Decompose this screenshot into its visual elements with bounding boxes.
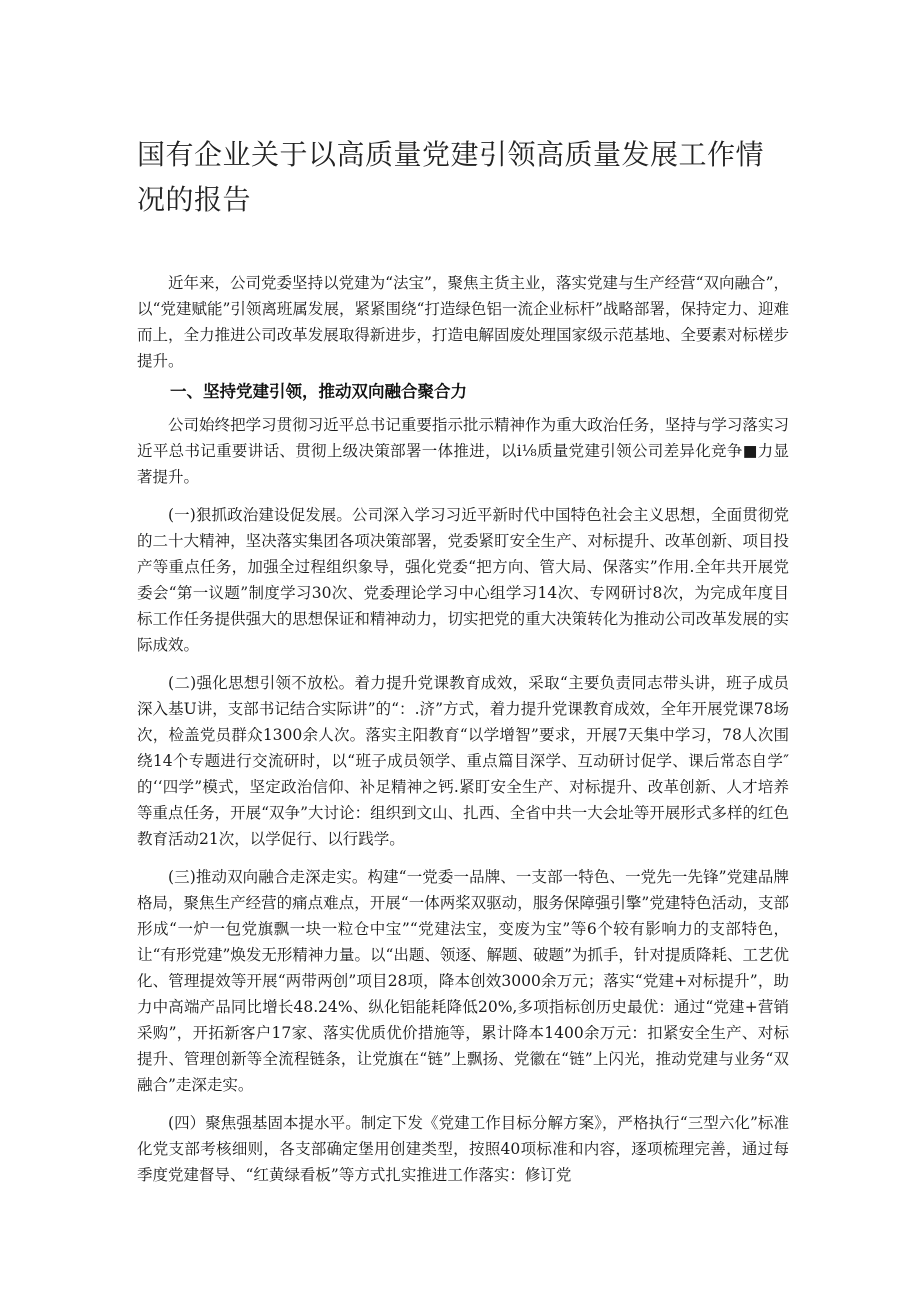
section-heading-1: 一、坚持党建引领，推动双向融合聚合力 — [170, 382, 467, 401]
section-1-item-3: (三)推动双向融合走深走实。构建“一党委一品牌、一支部一特色、一党先一先锋”党建品牌格局，聚焦生产经营的痛点难点，开展“一体两桨双驱动，服务保障强引擎”党建特色活动，支部形成“一炉一包党旗飘一块一粒仓中宝”“党建法宝，变废为宝”等6个较有影响力的支部特色，让“有形党建”焕发无形精神力量。以“出题、领逐、解题、破题”为抓手，针对提质降耗、工艺优化、管理提效等开展“两带两创”项目28项，降本创效3000余万元；落实“党建+对标提升”，助力中高端产品同比增长48.24%、纵化铝能耗降低20%,多项指标创历史最优：通过“党建+营销采购”，开拓新客户17家、落实优质优价措施等，累计降本1400余万元：扣紧安全生产、对标提升、管理创新等全流程链条，让党旗在“链”上飘扬、党徽在“链”上闪光，推动党建与业务“双融合”走深走实。 — [137, 868, 789, 1094]
section-1-item-4: (四）聚焦强基固本提水平。制定下发《党建工作目标分解方案》，严格执行“三型六化”标准化党支部考核细则，各支部确定堡用创建类型，按照40项标准和内容，逐项梳理完善，通过每季度党建督导、“红黄绿看板”等方式扎实推进工作落实：修订党 — [137, 1114, 789, 1184]
document-body — [137, 270, 789, 1200]
intro-paragraph: 近年来，公司党委坚持以党建为“法宝”，聚焦主货主业，落实党建与生产经营“双向融合”，以“党建赋能”引领离班属发展，紧紧围绕“打造绿色铝一流企业标杆”战略部署，保持定力、迎难而上，全力推进公司改革发展取得新进步，打造电解固废处理国家级示范基地、全要素对标槎步提升。 — [137, 274, 789, 370]
document-title: 国有企业关于以高质量党建引领高质量发展工作情况的报告 — [137, 138, 765, 216]
section-1-lead-paragraph: 公司始终把学习贯彻习近平总书记重要指示批示精神作为重大政治任务，坚持与学习落实习近平总书记重要讲话、贯彻上级决策部署一体推进，以i⅛质量党建引领公司差异化竞争■力显著提升。 — [137, 416, 789, 486]
section-1-item-2: (二)强化思想引领不放松。着力提升党课教育成效，采取“主要负责同志带头讲，班子成员深入基U讲，支部书记结合实际讲”的“：.济”方式，着力提升党课教育成效，全年开展党课78场次，检盖党员群众1300余人次。落实主阳教育“以学增智”要求，开展7天集中学习，78人次围绕14个专题进行交流研时，以“班子成员领学、重点篇目深学、互动研讨促学、课后常态自学″的‘‘四学”模式，坚定政治信仰、补足精神之钙.紧盯安全生产、对标提升、改革创新、人才培养等重点任务，开展“双争”大讨论：组织到文山、扎西、全省中共一大会址等开展形式多样的红色教育活动21次，以学促行、以行践学。 — [137, 674, 789, 848]
section-1-item-1: (一)狠抓政治建设促发展。公司深入学习习近平新时代中国特色社会主义思想，全面贯彻党的二十大精神，坚决落实集团各项决策部署，党委紧盯安全生产、对标提升、改革创新、项目投产等重点任务，加强全过程组织象导，强化党委“把方向、管大局、保落实”作用.全年共开展党委会“第一议题”制度学习30次、党委理论学习中心组学习14次、专网研讨8次，为完成年度目标工作任务提供强大的思想保证和精神动力，切实把党的重大决策转化为推动公司改革发展的实际成效。 — [137, 506, 789, 654]
